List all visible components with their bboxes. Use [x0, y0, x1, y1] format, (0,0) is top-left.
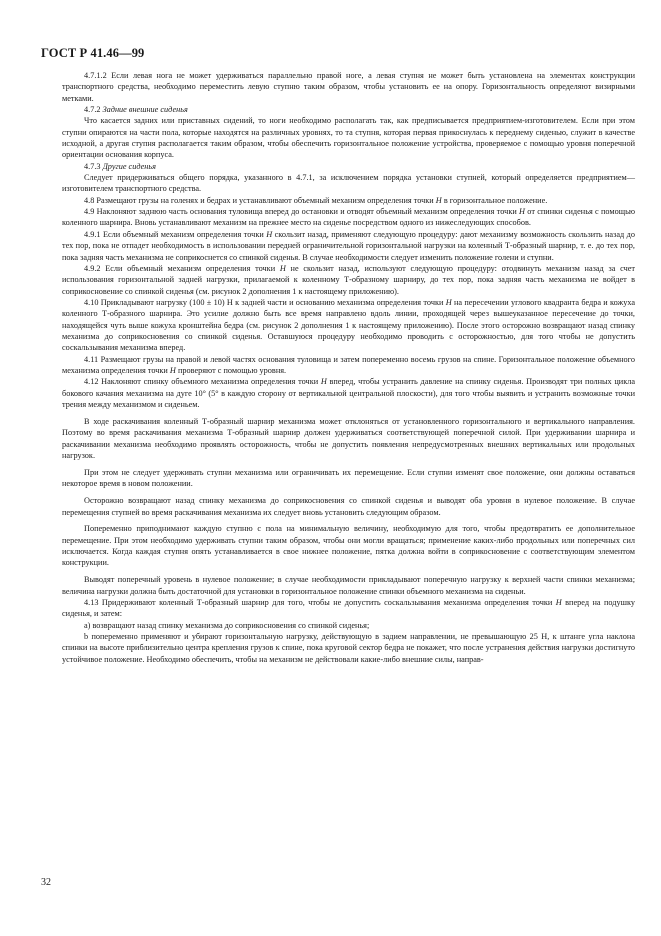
paragraph: При этом не следует удерживать ступни механизма или ограничивать их перемещение. Если ступни изменят свое положение, они должны оставаться некоторое время в новом положении. [62, 467, 635, 489]
paragraph: 4.9.2 Если объемный механизм определения точки H не скользит назад, используют следующую процедуру: отодвинуть механизм назад за счет использования горизонтальной задней нагрузки, прилагаемой к коленному Т-образному шарниру, до тех пор, пока задняя часть механизма не войдет в соприкосновение со спинкой сиденья (см. рисунок 2 дополнения 1 к настоящему приложению). [62, 263, 636, 296]
paragraph: 4.11 Размещают грузы на правой и левой частях основания туловища и затем попеременно восемь грузов на спине. Горизонтальное положение объемного механизма определения точки H проверяют с помощью уровня. [62, 354, 635, 375]
paragraph: Следует придерживаться общего порядка, указанного в 4.7.1, за исключением порядка установки ступней, который определяется предприятием—изготовителем транспортного средства. [62, 173, 635, 194]
paragraph: b попеременно применяют и убирают горизонтальную нагрузку, действующую в задием направлении, не превышающую 25 Н, к штанге угла наклона спинки на высоте приблизительно центра крепления грузов к спине, пока круговой сектор бедра не покажет, что после устранения действия нагрузки достигнуто устойчивое положение. Необходимо обеспечить, чтобы на механизм не действовали какие-либо внешние силы, направ- [62, 632, 635, 664]
paragraph: Что касается задних или приставных сидений, то ноги необходимо располагать так, как предписывается предприятием-изготовителем. Если при этом ступни опираются на части пола, которые находятся на различных уровнях, то та ступня, которая первая прикоснулась к переднему сиденью, служит в качестве исходной, а другая ступня располагается таким образом, чтобы обеспечить горизонтальное положение устройства, проверяемое с помощью уровня поперечной ориентации основания корпуса. [62, 116, 635, 160]
paragraph: а) возвращают назад спинку механизма до соприкосновения со спинкой сиденья; [84, 620, 370, 630]
paragraph: 4.7.1.2 Если левая нога не может удерживаться параллельно правой ноге, а левая ступня не может быть установлена на элементах конструкции транспортного средства, необходимо переместить левую ступню таким образом, чтобы установить ее на опору. Горизонтальность определяют визирными метками. [62, 71, 635, 103]
section-title: Задние внешние сиденья [102, 105, 188, 115]
section-number: 4.7.3 [84, 161, 101, 171]
paragraph: В ходе раскачивания коленный Т-образный шарнир механизма может отклоняться от установленного горизонтального и вертикального направления. Поэтому во время раскачивания механизма Т-образный шарнир должен удерживаться соответствующей поперечной силой. При удерживании шарнира и раскачивании механизма необходимо проявлять осторожность, чтобы не допустить появления непредусмотренных внешних вертикальных или продольных нагрузок. [62, 416, 635, 460]
document-code: ГОСТ Р 41.46—99 [41, 46, 145, 60]
paragraph: Попеременно приподнимают каждую ступню с пола на минимальную величину, необходимую для того, чтобы предотвратить ее дополнительное перемещение. При этом необходимо удерживать ступни таким образом, чтобы они могли вращаться; применение каких-либо продольных или поперечных сил исключается. Когда каждая ступня опять устанавливается в свое нижнее положение, пятка должна войти в соприкосновение с соответствующим элементом конструкции. [62, 524, 635, 568]
paragraph: 4.10 Прикладывают нагрузку (100 ± 10) Н к задней части и основанию механизма определения точки H на пересечении углового квадранта бедра и кожуха коленного Т-образного шарнира. Это усилие должно быть все время направлено вдоль линии, проходящей через вышеуказанное пересечение до точки, находящейся чуть выше кожуха кронштейна бедра (см. рисунок 2 дополнения 1 к настоящему приложению). После этого осторожно возвращают назад спинку механизма до соприкосновения со спинкой сиденья. Оставшуюся процедуру необходимо проводить с осторожностью, для того чтобы не допустить соскальзывания механизма вперед. [62, 297, 636, 353]
section-heading [62, 161, 635, 172]
paragraph: 4.9.1 Если объемный механизм определения точки H скользит назад, применяют следующую процедуру: дают механизму возможность скользить назад до тех пор, пока не отпадет необходимость в использовании передней ограничительной горизонтальной нагрузки на коленный Т-образный шарнир, т. е. до тех пор, пока задняя часть механизма не соприкоснется со спинкой сиденья. В случае необходимости следует изменить положение голени и ступни. [62, 229, 635, 262]
section-number: 4.7.2 [84, 105, 101, 115]
paragraph: Осторожно возвращают назад спинку механизма до соприкосновения со спинкой сиденья и выводят оба уровня в нулевое положение. В случае перемещения ступней во время раскачивания механизма их следует вновь установить следующим образом. [62, 496, 635, 517]
paragraph: 4.8 Размещают грузы на голенях и бедрах и устанавливают объемный механизм определения точки H в горизонтальное положение. [84, 195, 548, 205]
paragraph: Выводят поперечный уровень в нулевое положение; в случае необходимости прикладывают поперечную нагрузку к верхней части спинки механизма; величина нагрузки должна быть достаточной для установки в горизонтальное положение спинки объемного механизма на сиденьи. [62, 575, 635, 596]
document-body [62, 70, 635, 665]
paragraph: 4.9 Наклоняют заднюю часть основания туловища вперед до остановки и отводят объемный механизм определения точки H от спинки сиденья с помощью коленного шарнира. Вновь устанавливают механизм на прежнее место на сиденье посредством одного из нижеследующих способов. [62, 207, 635, 228]
page-number: 32 [41, 877, 51, 888]
paragraph: 4.13 Придерживают коленный Т-образный шарнир для того, чтобы не допустить соскальзывания механизма определения точки H вперед на подушку сиденья, и затем: [62, 598, 636, 619]
section-title: Другие сиденья [102, 161, 156, 171]
paragraph: 4.12 Наклоняют спинку объемного механизма определения точки H вперед, чтобы устранить давление на спинку сиденья. Производят три полных цикла бокового качания механизма на дуге 10° (5° в каждую сторону от вертикальной центральной плоскости), для того чтобы выявить и устранить возможные точки трения между механизмом и сиденьем. [62, 377, 635, 409]
section-heading [62, 104, 635, 115]
